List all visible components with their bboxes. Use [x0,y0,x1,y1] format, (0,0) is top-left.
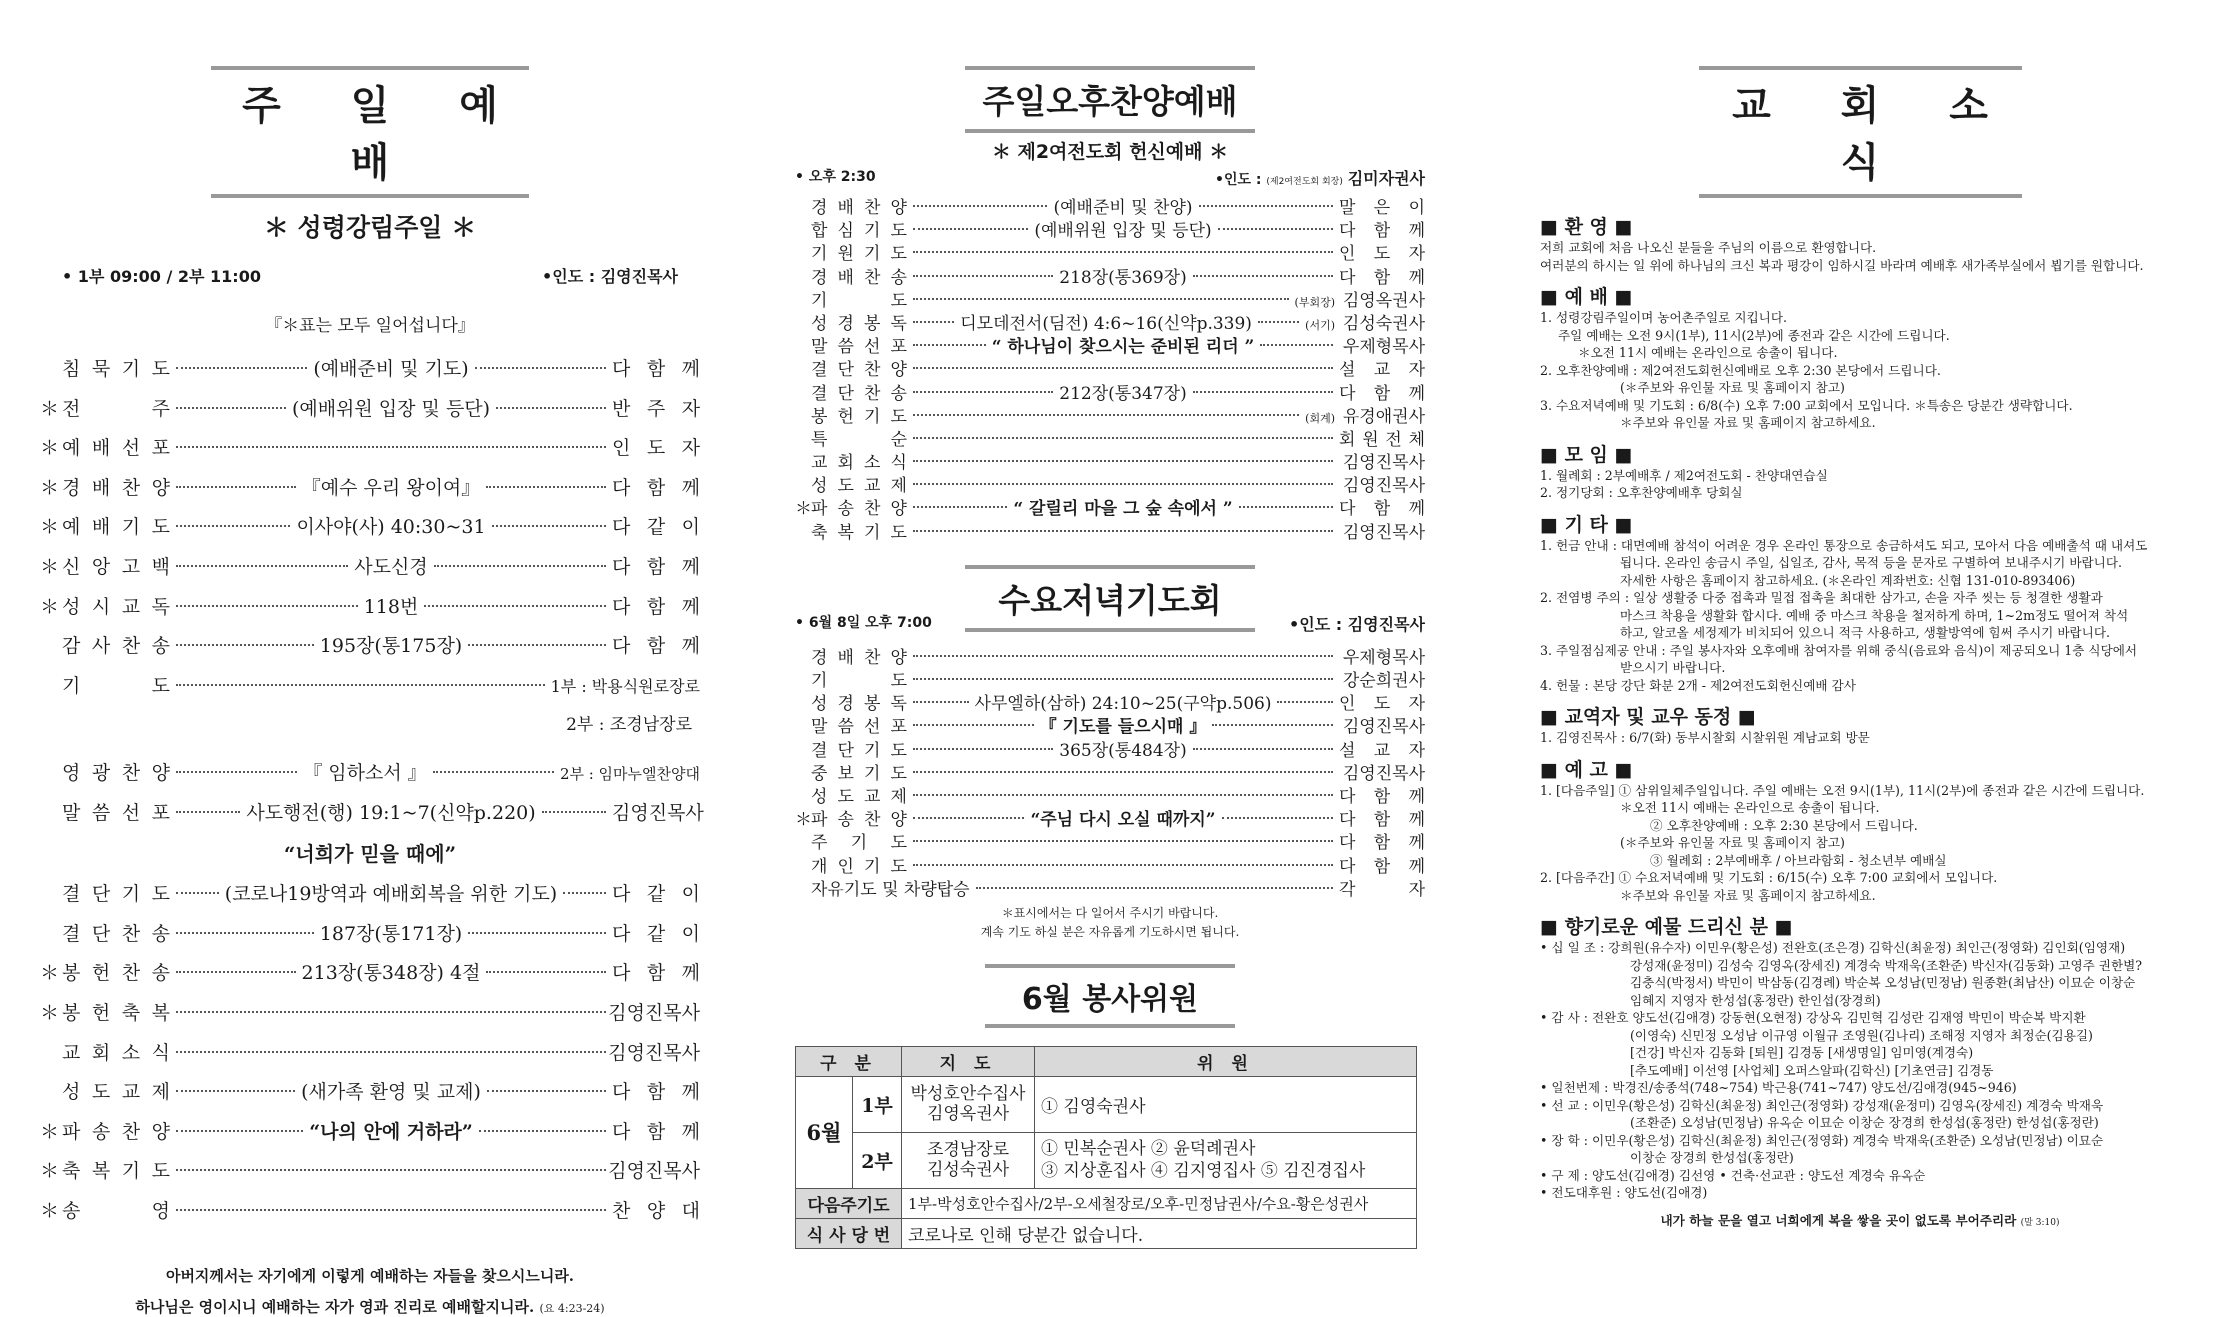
order-person: 김영진목사 [608,1160,700,1183]
order-row [40,592,700,632]
order-row [40,552,700,592]
news-etc-heading: ■ 기 타 ■ [1540,513,1633,536]
order-detail: 365장(통484장) [1059,740,1187,761]
order-person: 김영진목사 [1342,763,1425,784]
afternoon-worship-column [795,0,1426,1246]
closing-verse [1540,1210,2180,1229]
order-label: 봉 헌 찬 송 [62,962,170,985]
order-label: 침 묵 기 도 [62,358,170,380]
order-detail: 212장(통347장) [1059,383,1187,404]
afternoon-order-row [795,355,1425,381]
order-person: 김영진목사 [1342,453,1425,474]
news-welcome [1540,212,2180,274]
vol-first-guide-2: 김영옥권사 [926,1104,1010,1125]
order-person: 다 함 께 [1339,383,1425,404]
news-welcome-line: 저희 교회에 처음 나오신 분들을 주님의 이름으로 환영합니다. [1540,240,1877,255]
order-label: 예 배 기 도 [62,516,170,539]
sermon-scripture: 사도행전(행) 19:1~7(신약p.220) [246,801,536,824]
afternoon-order-row [795,402,1425,425]
stand-marker: ＊ [40,1160,60,1183]
order-detail: 218장(통369장) [1059,267,1187,288]
church-news-column [1540,0,2180,1240]
news-etc-line: 하고, 알코올 세정제가 비치되어 있으니 적극 사용하고, 생활방역에 힘써 주시기 바랍니다. [1620,625,2111,640]
order-detail: “ 갈릴리 마을 그 숲 속에서 ” [1013,499,1233,520]
order-row-prayer [40,671,700,711]
order-person: 다 같 이 [612,516,700,539]
wednesday-order-row [795,689,1426,715]
sunday-worship-title: 주 일 예 배 [211,66,529,198]
news-worship-line: ＊오전 11시 예배는 온라인으로 송출이 됩니다. [1578,345,1838,360]
order-label: 전 주 [62,397,170,420]
news-preview [1540,755,2180,905]
order-row [40,354,700,394]
news-etc-line: 받으시기 바랍니다. [1620,660,1726,675]
worship-leader: •인도 : 김영진목사 [542,267,678,286]
afternoon-subtitle: ＊ 제2여전도회 헌신예배 ＊ [991,141,1229,163]
news-offerings-line: (이영숙) 신민정 오성남 이규영 이월규 조영원(김나리) 조해정 지영자 최정순(김용길) [1630,1027,2093,1043]
sermon-preacher: 김영진목사 [612,801,704,824]
order-person: 김영진목사 [1342,476,1425,497]
afternoon-time: • 오후 2:30 [795,169,876,185]
wednesday-note-1: ＊표시에서는 다 일어서 주시기 바랍니다. [1001,905,1219,920]
news-preview-line: ＊오전 11시 예배는 온라인으로 송출이 됩니다. [1620,800,1880,815]
anthem-title: 『 임하소서 』 [303,761,427,784]
news-etc-line: 마스크 착용을 생활화 합시다. 예배 중 마스크 착용을 철저하게 하며, 1~2m정도 떨어져 착석 [1620,607,2129,623]
order-row [40,473,700,513]
wednesday-order-row [795,736,1425,759]
news-preview-line: ③ 월례회 : 2부예배후 / 아브라함회 - 청소년부 예배실 [1650,852,1947,868]
news-offerings-line: • 구 제 : 양도선(김애경) 김선영 • 건축·선교관 : 양도선 계경숙 유옥순 [1540,1167,1926,1183]
wednesday-order-row [795,643,1425,666]
news-worship-line: 1. 성령강림주일이며 농어촌주일로 지킵니다. [1540,310,1788,325]
order-detail: “나의 안에 거하라” [309,1120,473,1143]
vol-next-prayer-label: 다음주기도 [796,1188,902,1218]
afternoon-order-row [795,332,1426,358]
vol-second-guide-2: 김성숙권사 [926,1160,1010,1181]
news-meetings [1540,440,2180,502]
service-times: • 1부 09:00 / 2부 11:00 [62,267,261,286]
order-label: 중 보 기 도 [811,763,907,784]
news-etc-line: 4. 헌물 : 본당 강단 화분 2개 - 제2여전도회헌신예배 감사 [1540,677,1856,693]
news-offerings-line: 김충식(박정서) 박민이 박삼동(김경례) 박순복 오성남(민정남) 원종환(최남산) 이묘순 이창순 [1630,975,2136,990]
news-etc-line: 됩니다. 온라인 송금시 주일, 십일조, 감사, 목적 등을 문자로 구별하여 보내주시기 바랍니다. [1620,555,2123,570]
order-label: 교 회 소 식 [811,453,907,474]
order-person: 김성숙권사 [1342,313,1426,334]
vol-month: 6월 [796,1076,853,1188]
order-row [40,998,700,1038]
news-staff-line: 1. 김영진목사 : 6/7(화) 동부시찰회 시찰위원 계남교회 방문 [1540,730,1870,745]
news-preview-heading: ■ 예 고 ■ [1540,758,1633,781]
order-detail: “주님 다시 오실 때까지” [1030,810,1216,831]
standing-notice: 『＊표는 모두 일어섭니다』 [265,316,475,336]
order-label: 경 배 찬 양 [62,476,170,499]
news-staff [1540,702,2180,747]
news-meetings-line: 1. 월례회 : 2부예배후 / 제2여전도회 - 찬양대연습실 [1540,467,1828,483]
order-label: 결 단 기 도 [811,740,907,761]
afternoon-order-row [795,193,1425,216]
afternoon-order-row [795,239,1425,265]
order-detail: 사무엘하(삼하) 24:10~25(구약p.506) [974,694,1272,715]
news-worship [1540,282,2180,432]
afternoon-worship-title: 주일오후찬양예배 [965,66,1255,133]
stand-marker: ＊ [40,397,60,420]
order-person: 다 함 께 [1339,267,1425,288]
volunteers-table [795,1046,1417,1249]
order-label: 합 심 기 도 [811,221,907,242]
order-person: 김영옥권사 [1342,290,1425,311]
order-label: 결 단 찬 송 [811,383,907,404]
stand-marker: ＊ [795,499,812,520]
news-offerings [1540,912,2180,1202]
order-person: 김영진목사 [1342,522,1425,543]
afternoon-leader [1215,166,1425,189]
order-label: 기 도 [811,290,907,311]
wednesday-order-row [795,759,1425,782]
order-row [40,631,700,671]
news-etc-line: 1. 헌금 안내 : 대면예배 참석이 어려운 경우 온라인 통장으로 송금하셔도 되고, 모아서 다음 예배출석 때 내셔도 [1540,537,2148,553]
order-label: 말 씀 선 포 [811,337,907,358]
news-offerings-line: 강성재(윤정미) 김성숙 김영옥(장세진) 계경숙 박재욱(조환준) 박신자(김동화) 고영주 권한별? [1630,957,2143,973]
order-label: 축 복 기 도 [811,522,907,543]
wednesday-note-2: 계속 기도 하실 분은 자유롭게 기도하시면 됩니다. [980,924,1240,939]
news-offerings-line: • 일천번제 : 박경진/송종석(748~754) 박근용(741~747) 양도선/김애경(945~946) [1540,1080,2017,1095]
order-detail: “ 하나님이 찾으시는 준비된 리더 ” [991,337,1255,358]
stand-marker: ＊ [40,1199,60,1222]
order-person: 다 함 께 [1339,499,1426,520]
order-row-sermon [40,798,704,838]
news-preview-line: 1. [다음주일] ① 삼위일체주일입니다. 주일 예배는 오전 9시(1부), 11시(2부)에 종전과 같은 시간에 드립니다. [1540,782,2145,798]
vol-second-members-1: ① 민복순권사 ② 윤덕례권사 [1041,1139,1256,1160]
order-label: 파 송 찬 양 [62,1120,170,1143]
order-person: 김영진목사 [608,1001,700,1024]
wednesday-order-row [795,666,1425,689]
vol-first-guide-1: 박성호안수집사 [910,1084,1026,1105]
order-person: 다 함 께 [612,1081,700,1104]
order-label: 결 단 기 도 [62,883,170,906]
order-label: 예 배 선 포 [62,437,170,460]
news-worship-line: 3. 수요저녁예배 및 기도회 : 6/8(수) 오후 7:00 교회에서 모입니다. ＊특송은 당분간 생략합니다. [1540,397,2073,413]
news-worship-line: (＊주보와 유인물 자료 및 홈페이지 참고) [1620,380,1845,395]
order-detail: (코로나19방역과 예배회복을 위한 기도) [224,883,558,906]
sunday-worship-column [40,0,704,1317]
order-person: 다 함 께 [612,476,700,499]
order-row [40,433,700,473]
stand-marker: ＊ [40,555,60,578]
news-worship-line: 주일 예배는 오전 9시(1부), 11시(2부)에 종전과 같은 시간에 드립니다. [1558,327,1950,343]
sermon-title: “너희가 믿을 때에” [283,842,457,867]
stand-marker: ＊ [40,1001,60,1024]
order-label: 교 회 소 식 [62,1041,170,1064]
order-label: 개 인 기 도 [811,856,907,877]
order-row [40,919,700,959]
news-offerings-line: • 전도대후원 : 양도선(김애경) [1540,1185,1708,1200]
order-person: 다 같 이 [612,883,700,906]
order-row [40,1156,700,1196]
order-row-anthem [40,758,700,798]
news-welcome-heading: ■ 환 영 ■ [1540,216,1633,238]
news-etc [1540,510,2180,695]
stand-marker: ＊ [40,595,60,618]
order-person: 우제형목사 [1342,337,1426,358]
order-person: 김영진목사 [608,1041,700,1064]
order-label: 기 도 [811,671,907,691]
afternoon-order-list [795,193,1425,541]
anthem-choir: 2부 : 임마누엘찬양대 [559,764,700,783]
order-list-2 [40,879,700,1235]
order-detail: 187장(통171장) [319,922,463,945]
order-label: 말 씀 선 포 [811,717,907,738]
order-label: 경 배 찬 송 [811,267,907,288]
afternoon-leader-name: 김미자권사 [1347,169,1425,188]
pentecost-subtitle: ＊ 성령강림주일 ＊ [263,213,477,242]
wednesday-order-row [795,852,1425,875]
order-person: 각 자 [1339,879,1425,900]
order-label: 성 경 봉 독 [811,694,907,715]
order-role: (회계) [1305,411,1335,425]
closing-verse-text: 내가 하늘 문을 열고 너희에게 복을 쌓을 곳이 없도록 부어주리라 [1660,1212,2017,1228]
stand-marker: ＊ [40,516,60,539]
order-person: 다 함 께 [1339,221,1425,242]
news-offerings-line: • 장 학 : 이민우(황은성) 김학신(최윤정) 최인근(정영화) 계경숙 박재욱(조환준) 오성남(민정남) 이묘순 [1540,1132,2104,1148]
order-person: 인 도 자 [612,437,700,460]
order-label: 파 송 찬 양 [811,499,907,520]
wednesday-leader: •인도 : 김영진목사 [1289,614,1425,634]
order-person: 다 함 께 [612,555,700,578]
closing-verse-ref: (말 3:10) [2020,1217,2060,1228]
afternoon-order-row [795,286,1425,309]
order-label: 성 시 교 독 [62,595,170,618]
vol-second-service: 2부 [853,1132,902,1188]
volunteers-title: 6월 봉사위원 [985,964,1235,1028]
order-label: 경 배 찬 양 [811,198,907,218]
order-label: 봉 헌 축 복 [62,1001,170,1024]
order-person: 다 함 께 [612,595,700,618]
order-detail: (예배준비 및 기도) [313,358,469,380]
news-etc-line: 2. 전염병 주의 : 일상 생활중 다중 접촉과 밀접 접촉을 최대한 삼가고, 손을 자주 씻는 등 청결한 생활과 [1540,590,2103,605]
order-person: 다 함 께 [1339,810,1425,831]
news-meetings-heading: ■ 모 임 ■ [1540,443,1633,466]
order-detail: (새가족 환영 및 교제) [301,1081,481,1104]
order-label: 성 경 봉 독 [811,313,907,334]
order-person: 다 함 께 [1339,856,1425,877]
order-row [40,1196,700,1236]
order-person: 우제형목사 [1342,647,1425,668]
vol-meal-label: 식 사 당 번 [796,1218,902,1248]
order-person: 유경애권사 [1342,406,1425,427]
afternoon-order-row [795,471,1425,497]
afternoon-order-row [795,425,1425,448]
news-meetings-line: 2. 정기당회 : 오후찬양예배후 당회실 [1540,485,1743,500]
vol-second-guide-1: 조경남장로 [926,1140,1010,1161]
stand-marker: ＊ [795,810,812,831]
order-label: 축 복 기 도 [62,1160,170,1183]
vol-meal: 코로나로 인해 당분간 없습니다. [902,1218,1417,1248]
news-offerings-line: • 감 사 : 전완호 양도선(김애경) 강동현(오현정) 강상옥 김민혁 김성란 김재영 박민이 박순복 박지환 [1540,1010,2086,1025]
scripture-quote-line-1: 아버지께서는 자기에게 이렇게 예배하는 자들을 찾으시느니라. [165,1267,575,1286]
afternoon-order-row [795,518,1425,541]
order-row [40,1077,700,1117]
order-detail: 213장(통348장) 4절 [301,962,481,985]
order-person: 다 함 께 [612,635,700,658]
order-person: 인 도 자 [1339,244,1425,265]
news-preview-line: ② 오후찬양예배 : 오후 2:30 본당에서 드립니다. [1650,817,1918,833]
order-label: 경 배 찬 양 [811,647,907,668]
order-person: 다 함 께 [612,962,700,985]
wednesday-order-list [795,643,1425,898]
prayer-first-service: 1부 : 박용식원로장로 [550,676,700,696]
wednesday-order-row [795,875,1425,898]
order-label: 자유기도 및 차량탑승 [811,879,970,900]
news-offerings-line: [추도예배] 이선영 [사업체] 오퍼스알파(김학신) [기초연금] 김경동 [1630,1062,1994,1078]
afternoon-order-row [795,216,1425,242]
order-person: 김영진목사 [1342,717,1425,738]
vol-next-prayer: 1부-박성호안수집사/2부-오세철장로/오후-민정남권사/수요-황은성권사 [902,1188,1417,1218]
order-label: 기 도 [62,674,170,697]
news-worship-heading: ■ 예 배 ■ [1540,286,1633,308]
order-detail: 『예수 우리 왕이여』 [301,476,481,499]
news-offerings-line: • 선 교 : 이민우(황은성) 김학신(최윤정) 최인근(정영화) 강성재(윤정미) 김영옥(장세진) 계경숙 박재욱 [1540,1097,2104,1113]
vol-head-members: 위 원 [1035,1046,1417,1076]
order-detail: 195장(통175장) [319,635,463,658]
afternoon-leader-prefix: •인도 : [1215,172,1262,188]
order-label: 기 원 기 도 [811,244,907,265]
order-role: (서기) [1305,318,1336,332]
order-detail: (예배준비 및 찬양) [1053,198,1193,218]
news-preview-line: (＊주보와 유인물 자료 및 홈페이지 참고) [1620,835,1845,850]
order-row [40,512,700,552]
order-label: 성 도 교 제 [811,476,907,497]
news-worship-line: ＊주보와 유인물 자료 및 홈페이지 참고하세요. [1620,415,1876,430]
news-etc-line: 3. 주일점심제공 안내 : 주일 봉사자와 오후예배 참여자를 위해 중식(음료와 음식)이 제공되오니 1층 식당에서 [1540,642,2138,658]
church-news-title: 교 회 소 식 [1699,66,2022,198]
order-row [40,1117,700,1157]
order-row [40,958,700,998]
order-detail: 118번 [363,595,419,618]
news-offerings-line: (조환준) 오성남(민정남) 유옥순 이묘순 이창순 장경희 한성섭(홍정란) 한성섭(홍정란) [1630,1115,2099,1130]
order-detail: 이사야(사) 40:30~31 [296,516,486,539]
order-person: 말 은 이 [1339,198,1425,218]
stand-marker: ＊ [40,962,60,985]
stand-marker: ＊ [40,437,60,460]
order-label: 파 송 찬 양 [811,810,907,831]
order-detail: 『 기도를 들으시매 』 [1039,717,1207,738]
wednesday-order-row [795,828,1425,854]
news-preview-line: 2. [다음주간] ① 수요저녁예배 및 기도회 : 6/15(수) 오후 7:00 교회에서 모입니다. [1540,870,1998,885]
stand-marker: ＊ [40,476,60,499]
scripture-quote-ref: (요 4:23-24) [539,1302,605,1316]
wednesday-order-row [795,712,1425,738]
news-offerings-line: 임혜지 지영자 한성섭(홍정란) 한인섭(장경희) [1630,992,1881,1008]
news-etc-line: 자세한 사항은 홈페이지 참고하세요. (＊온라인 계좌번호: 신협 131-010-893406) [1620,572,2076,588]
order-label: 결 단 찬 양 [811,360,907,381]
order-label: 성 도 교 제 [811,786,907,807]
order-row [40,394,700,434]
wednesday-order-row [795,805,1425,831]
order-label: 특 순 [811,429,907,450]
wednesday-time: • 6월 8일 오후 7:00 [795,614,932,631]
order-person: 인 도 자 [1339,694,1426,715]
news-staff-heading: ■ 교역자 및 교우 동정 ■ [1540,706,1756,728]
vol-second-members-2: ③ 지상훈집사 ④ 김지영집사 ⑤ 김진경집사 [1041,1161,1366,1182]
order-detail: 사도신경 [354,555,428,578]
order-list-1 [40,354,700,671]
order-person: 다 함 께 [1339,786,1425,807]
order-person: 반 주 자 [612,397,700,420]
scripture-quote-line-2: 하나님은 영이시니 예배하는 자가 영과 진리로 예배할지니라. [135,1298,535,1317]
order-label: 말 씀 선 포 [62,801,170,824]
afternoon-leader-role: (제2여전도회 회장) [1266,177,1343,187]
order-label: 영 광 찬 양 [62,761,170,784]
vol-head-guide: 지 도 [902,1046,1035,1076]
order-label: 성 도 교 제 [62,1081,170,1104]
order-label: 신 앙 고 백 [62,555,170,578]
order-row [40,879,700,919]
afternoon-order-row [795,379,1425,402]
order-row-prayer-2 [40,710,700,750]
order-person: 회 원 전 체 [1339,429,1425,450]
order-role: (부회장) [1294,295,1335,309]
vol-head-section: 구 분 [796,1046,902,1076]
order-detail: (예배위원 입장 및 등단) [291,397,491,420]
order-person: 다 함 께 [1339,833,1425,854]
prayer-second-service: 2부 : 조경남장로 [566,715,692,736]
news-offerings-line: [건강] 박신자 김동화 [퇴원] 김경동 [새생명일] 임미영(계경숙) [1630,1045,1974,1060]
order-label: 송 영 [62,1199,170,1222]
news-worship-line: 2. 오후찬양예배 : 제2여전도회헌신예배로 오후 2:30 본당에서 드립니다. [1540,362,1941,378]
afternoon-order-row [795,309,1425,332]
news-offerings-line: 이창순 장경희 한성섭(홍정란) [1630,1150,1794,1165]
order-person: 강순희권사 [1342,671,1425,691]
order-person: 설 교 자 [1339,740,1425,761]
afternoon-order-row [795,448,1425,474]
order-person: 다 같 이 [612,922,700,945]
order-person: 다 함 께 [612,1120,700,1143]
order-person: 찬 양 대 [612,1199,700,1222]
news-welcome-line: 여러분의 하시는 일 위에 하나님의 크신 복과 평강이 임하시길 바라며 예배후 새가족부실에서 뵙기를 원합니다. [1540,257,2144,273]
news-preview-line: ＊주보와 유인물 자료 및 홈페이지 참고하세요. [1620,887,1876,903]
news-offerings-line: • 십 일 조 : 강희원(유수자) 이민우(황은성) 전완호(조은경) 김학신(최윤정) 최인근(정영화) 김인회(임영재) [1540,940,2126,955]
order-row [40,1038,700,1078]
afternoon-order-row [795,263,1425,286]
news-offerings-heading: ■ 향기로운 예물 드리신 분 ■ [1540,916,1793,938]
order-label: 봉 헌 기 도 [811,406,907,427]
order-label: 감 사 찬 송 [62,635,170,658]
order-person: 다 함 께 [612,358,700,380]
afternoon-order-row [795,494,1426,520]
vol-first-members: ① 김영숙권사 [1035,1076,1417,1132]
stand-marker: ＊ [40,1120,60,1143]
order-person: 설 교 자 [1339,360,1425,381]
order-detail: 디모데전서(딤전) 4:6~16(신약p.339) [960,313,1252,334]
order-label: 주 기 도 [811,833,907,854]
wednesday-title: 수요저녁기도회 [965,565,1255,632]
order-label: 결 단 찬 송 [62,922,170,945]
vol-first-service: 1부 [853,1076,902,1132]
wednesday-order-row [795,782,1425,805]
order-detail: (예배위원 입장 및 등단) [1034,221,1212,242]
